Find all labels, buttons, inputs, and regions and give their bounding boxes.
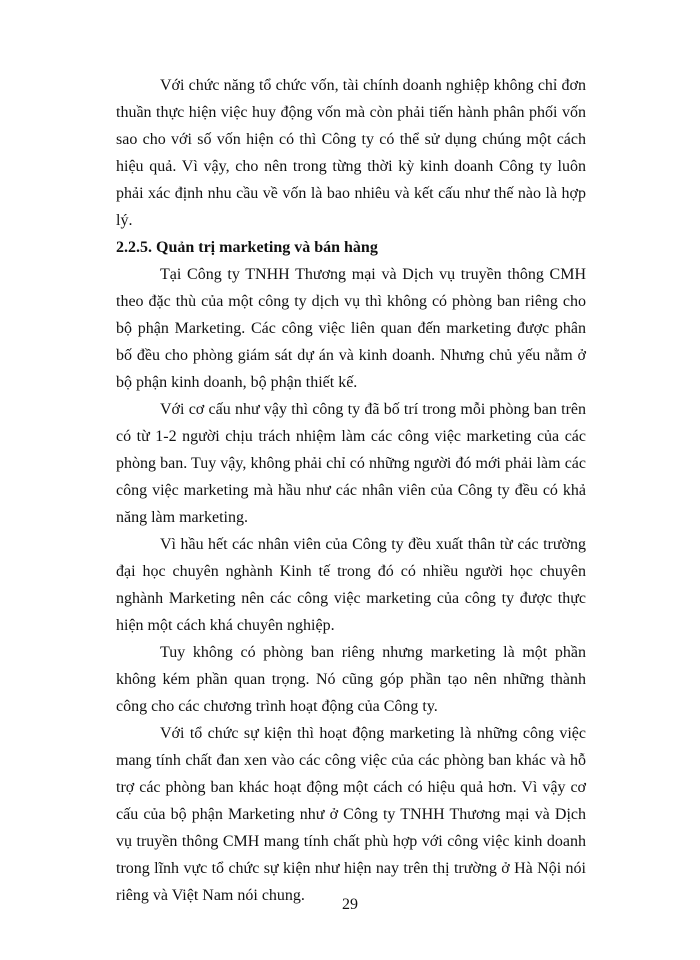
paragraph-capital-organization: Với chức năng tổ chức vốn, tài chính doanh nghiệp không chỉ đơn thuần thực hiện việc huy động vốn mà còn phải tiến hành phân phối vốn sao cho với số vốn hiện có thì Công ty có thể sử dụng chúng một cách hiệu quả. Vì vậy, cho nên trong từng thời kỳ kinh doanh Công ty luôn phải xác định nhu cầu về vốn là bao nhiêu và kết cấu như thế nào là hợp lý. xyxy=(116,77,586,229)
paragraph-marketing-structure: Tại Công ty TNHH Thương mại và Dịch vụ truyền thông CMH theo đặc thù của một công ty dịch vụ thì không có phòng ban riêng cho bộ phận Marketing. Các công việc liên quan đến marketing được phân bố đều cho phòng giám sát dự án và kinh doanh. Nhưng chủ yếu nằm ở bộ phận kinh doanh, bộ phận thiết kế. xyxy=(116,266,586,391)
paragraph-event-marketing: Với tổ chức sự kiện thì hoạt động marketing là những công việc mang tính chất đan xen vào các công việc của các phòng ban khác và hỗ trợ các phòng ban khác hoạt động một cách có hiệu quả hơn. Vì vậy cơ cấu của bộ phận Marketing như ở Công ty TNHH Thương mại và Dịch vụ truyền thông CMH mang tính chất phù hợp với công việc kinh doanh trong lĩnh vực tổ chức sự kiện như hiện nay trên thị trường ở Hà Nội nói riêng và Việt Nam nói chung. xyxy=(116,725,586,904)
section-heading: 2.2.5. Quản trị marketing và bán hàng xyxy=(116,239,378,256)
paragraph-staff-assignment: Với cơ cấu như vậy thì công ty đã bố trí trong mỗi phòng ban trên có từ 1-2 người chịu trách nhiệm làm các công việc marketing của các phòng ban. Tuy vậy, không phải chỉ có những người đó mới phải làm các công việc marketing mà hầu như các nhân viên của Công ty đều có khả năng làm marketing. xyxy=(116,401,586,526)
document-body xyxy=(116,72,586,909)
paragraph-staff-background: Vì hầu hết các nhân viên của Công ty đều xuất thân từ các trường đại học chuyên nghành Kinh tế trong đó có nhiều người học chuyên nghành Marketing nên các công việc marketing của công ty được thực hiện một cách khá chuyên nghiệp. xyxy=(116,536,586,634)
page-number: 29 xyxy=(342,896,358,913)
paragraph-marketing-importance: Tuy không có phòng ban riêng nhưng marketing là một phần không kém phần quan trọng. Nó cũng góp phần tạo nên những thành công cho các chương trình hoạt động của Công ty. xyxy=(116,644,586,715)
